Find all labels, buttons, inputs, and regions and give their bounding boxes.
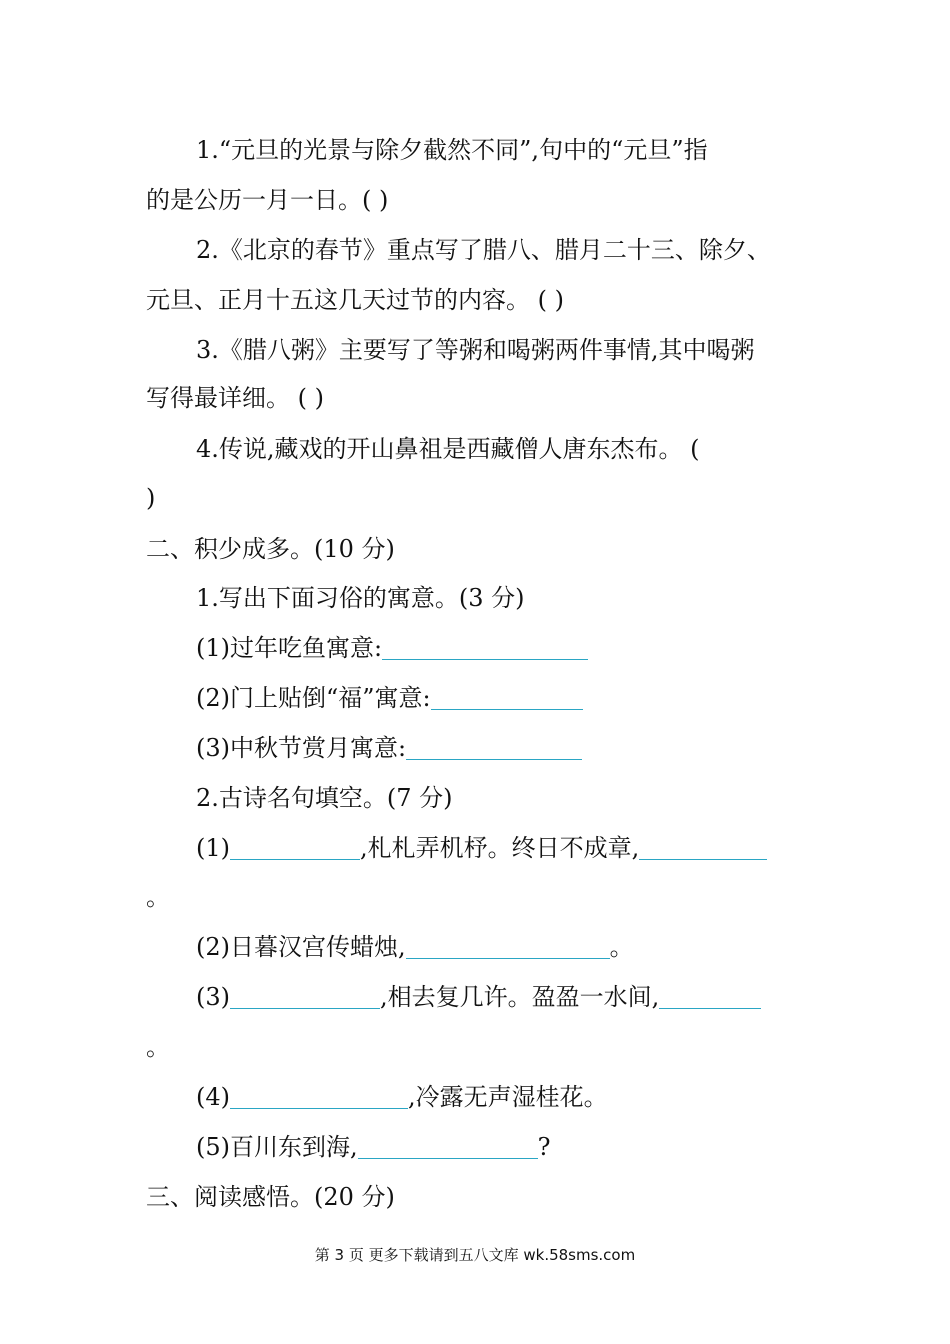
judge-q1-line1: 1.“元旦的光景与除夕截然不同”,句中的“元旦”指 (196, 136, 708, 164)
answer-blank[interactable] (406, 932, 610, 959)
answer-blank[interactable] (358, 1132, 538, 1159)
custom-item-2 (196, 681, 856, 715)
poem-5-text: (5)百川东到海, (196, 1133, 358, 1161)
answer-blank[interactable] (406, 733, 582, 760)
poem-1-prefix: (1) (196, 834, 230, 862)
answer-blank[interactable] (639, 833, 767, 860)
custom-item-1-label: (1)过年吃鱼寓意: (196, 634, 383, 662)
sub1-title: 1.写出下面习俗的寓意。(3 分) (196, 584, 525, 612)
custom-item-3 (196, 731, 856, 765)
poem-3-text: ,相去复几许。盈盈一水间, (380, 983, 660, 1011)
answer-blank[interactable] (431, 683, 583, 710)
answer-blank[interactable] (230, 833, 360, 860)
poem-1-text: ,札札弄机杼。终日不成章, (360, 834, 640, 862)
answer-blank[interactable] (230, 982, 380, 1009)
poem-1-end: 。 (146, 883, 170, 911)
poem-3-end: 。 (146, 1033, 170, 1061)
judge-q4-line1: 4.传说,藏戏的开山鼻祖是西藏僧人唐东杰布。 ( (196, 435, 700, 463)
poem-2-text: (2)日暮汉宫传蜡烛, (196, 933, 406, 961)
answer-blank[interactable] (382, 633, 588, 660)
poem-item-4 (196, 1080, 856, 1114)
poem-item-5 (196, 1130, 856, 1164)
answer-blank[interactable] (659, 982, 761, 1009)
judge-q3-line2: 写得最详细。 ( ) (146, 384, 324, 412)
judge-q2-line1: 2.《北京的春节》重点写了腊八、腊月二十三、除夕、 (196, 236, 771, 264)
custom-item-3-label: (3)中秋节赏月寓意: (196, 734, 407, 762)
poem-4-text: ,冷露无声湿桂花。 (408, 1083, 608, 1111)
judge-q1-line2: 的是公历一月一日。( ) (146, 186, 389, 214)
poem-4-prefix: (4) (196, 1083, 230, 1111)
poem-3-prefix: (3) (196, 983, 230, 1011)
custom-item-1 (196, 631, 856, 665)
answer-blank[interactable] (230, 1082, 408, 1109)
poem-item-3 (196, 980, 856, 1014)
poem-5-end: ? (537, 1133, 551, 1161)
custom-item-2-label: (2)门上贴倒“福”寓意: (196, 684, 431, 712)
judge-q3-line1: 3.《腊八粥》主要写了等粥和喝粥两件事情,其中喝粥 (196, 336, 755, 364)
poem-item-1 (196, 831, 856, 865)
judge-q4-line2: ) (146, 484, 156, 512)
poem-item-2 (196, 930, 856, 964)
page-footer: 第 3 页 更多下载请到五八文库 wk.58sms.com (314, 1246, 636, 1264)
section2-title: 二、积少成多。(10 分) (146, 535, 395, 563)
judge-q2-line2: 元旦、正月十五这几天过节的内容。 ( ) (146, 286, 564, 314)
sub2-title: 2.古诗名句填空。(7 分) (196, 784, 453, 812)
section3-title: 三、阅读感悟。(20 分) (146, 1183, 395, 1211)
poem-2-end: 。 (609, 933, 634, 961)
